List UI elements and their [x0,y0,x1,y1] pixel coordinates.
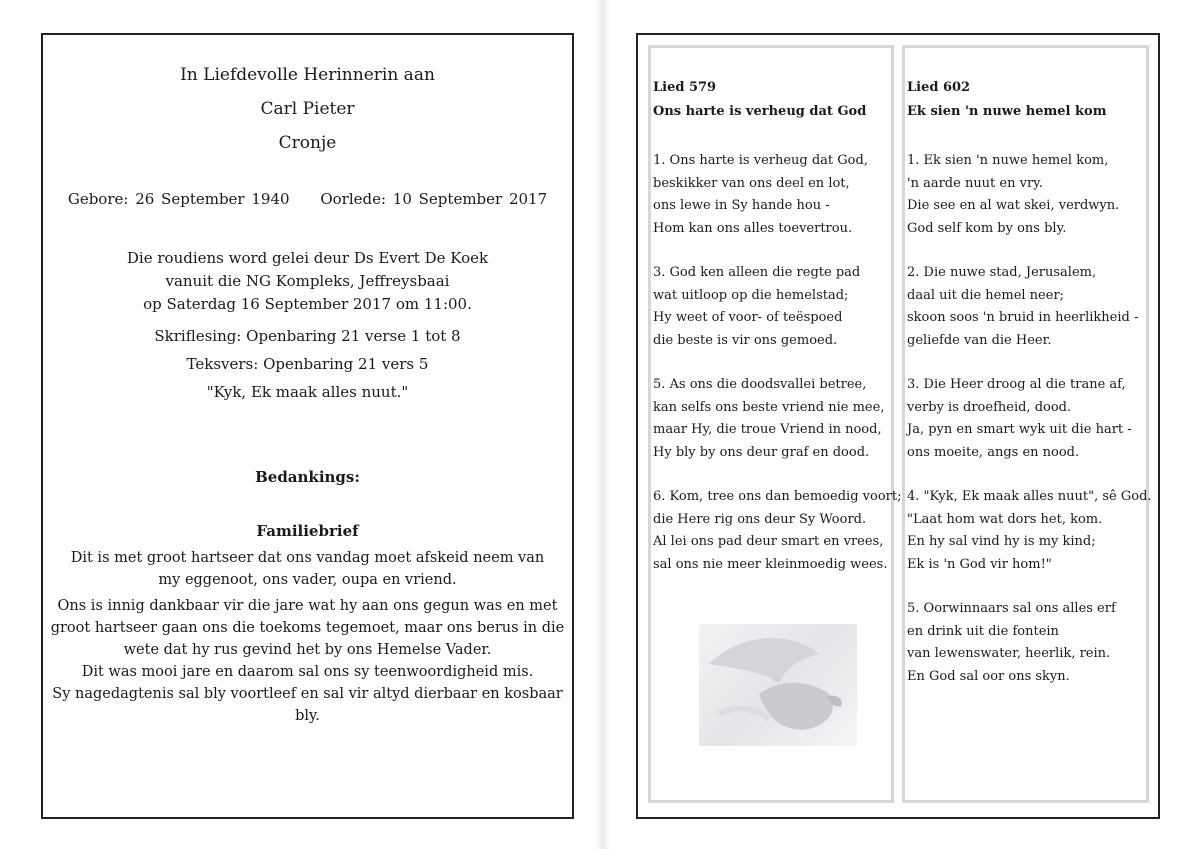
family-line: groot hartseer gaan ons die toekoms tegemoet, maar ons berus in die [50,620,565,636]
hymn-title: Ek sien 'n nuwe hemel kom [907,104,1107,119]
hymn-number: Lied 602 [907,80,971,95]
verse [907,598,1145,688]
hymn-title: Ons harte is verheug dat God [653,104,867,119]
verse-line: ons moeite, angs en nood. [907,444,1080,460]
service-line: vanuit die NG Kompleks, Jeffreysbaai [165,272,450,290]
verse-line: En hy sal vind hy is my kind; [907,534,1096,549]
verse-line: 3. Die Heer droog al die trane af, [907,377,1126,392]
verse-line: Al lei ons pad deur smart en vrees, [653,534,884,549]
birth-date: Gebore: 26 September 1940 [67,190,290,208]
verse-line: skoon soos 'n bruid in heerlikheid - [907,310,1139,325]
verse-line: ons lewe in Sy hande hou - [653,198,830,213]
memorial-heading: In Liefdevolle Herinnerin aan [180,65,435,85]
verse-line: 2. Die nuwe stad, Jerusalem, [907,265,1097,280]
verse [653,262,891,352]
dove-image [699,624,857,746]
family-line: my eggenoot, ons vader, oupa en vriend. [158,572,457,588]
family-line: Sy nagedagtenis sal bly voortleef en sal vir altyd dierbaar en kosbaar bly. [52,686,563,724]
verse-line: 5. As ons die doodsvallei betree, [653,377,867,392]
death-date: Oorlede: 10 September 2017 [320,190,548,208]
scripture-reading: Skriflesing: Openbaring 21 verse 1 tot 8 [154,327,461,345]
verse-line: 6. Kom, tree ons dan bemoedig voort; [653,489,902,504]
verse-line: van lewenswater, heerlik, rein. [907,646,1111,661]
family-line: Dit is met groot hartseer dat ons vandag moet afskeid neem van [70,550,545,566]
memorial-page-left [41,33,574,819]
verse-line: en drink uit die fontein [907,623,1059,639]
hymn-column-602 [902,45,1152,803]
verse-line: "Laat hom wat dors het, kom. [907,511,1103,527]
deceased-first-names: Carl Pieter [260,99,355,119]
verse-line: 'n aarde nuut en vry. [907,175,1043,191]
hymn-verses [653,150,902,598]
deceased-surname: Cronje [278,133,337,153]
family-line: Ons is innig dankbaar vir die jare wat hy aan ons gegun was en met [57,598,558,614]
family-letter [47,547,568,727]
family-line: Dit was mooi jare en daarom sal ons sy teenwoordigheid mis. [81,664,534,680]
verse-line: verby is droefheid, dood. [907,399,1072,415]
verse-line: Ja, pyn en smart wyk uit die hart - [907,422,1132,437]
verse-line: geliefde van die Heer. [907,332,1052,348]
verse-line: sal ons nie meer kleinmoedig wees. [653,556,888,572]
page-fold [596,0,610,849]
life-dates [43,190,572,208]
verse-line: Die see en al wat skei, verdwyn. [907,198,1120,213]
verse-line: die Here rig ons deur Sy Woord. [653,511,867,527]
verse [653,150,891,240]
verse-line: 1. Ons harte is verheug dat God, [653,153,868,168]
family-line: wete dat hy rus gevind het by ons Hemelse Vader. [123,642,492,658]
text-verse: Teksvers: Openbaring 21 vers 5 [186,355,429,373]
verse-line: 3. God ken alleen die regte pad [653,265,861,280]
verse [653,486,902,576]
verse-line: 4. "Kyk, Ek maak alles nuut", sê God. [907,489,1152,504]
verse-line: die beste is vir ons gemoed. [653,332,838,348]
verse-line: daal uit die hemel neer; [907,287,1065,303]
verse-line: kan selfs ons beste vriend nie mee, [653,399,885,415]
verse [907,150,1145,240]
text-verse-quote: "Kyk, Ek maak alles nuut." [206,383,409,401]
verse-line: 5. Oorwinnaars sal ons alles erf [907,601,1116,616]
family-letter-heading: Familiebrief [256,522,359,540]
thanks-heading: Bedankings: [255,468,360,486]
verse-line: maar Hy, die troue Vriend in nood, [653,422,882,437]
verse-line: Hy bly by ons deur graf en dood. [653,444,870,460]
service-details [43,247,572,316]
scripture-details [43,322,572,406]
verse [907,374,1145,464]
verse-line: Hom kan ons alles toevertrou. [653,220,853,236]
hymn-verses [907,150,1152,710]
hymn-number: Lied 579 [653,80,717,95]
service-line: op Saterdag 16 September 2017 om 11:00. [143,295,472,313]
dove-icon [699,624,857,746]
verse-line: wat uitloop op die hemelstad; [653,287,849,303]
verse [653,374,891,464]
hymns-page-right [636,33,1160,819]
verse-line: God self kom by ons bly. [907,220,1067,236]
verse-line: beskikker van ons deel en lot, [653,175,850,191]
hymn-column-579 [648,45,902,803]
service-line: Die roudiens word gelei deur Ds Evert De Koek [126,249,489,267]
verse [907,486,1152,576]
verse-line: Ek is 'n God vir hom!" [907,556,1052,572]
verse-line: 1. Ek sien 'n nuwe hemel kom, [907,153,1109,168]
verse-line: Hy weet of voor- of teëspoed [653,310,843,325]
verse [907,262,1145,352]
verse-line: En God sal oor ons skyn. [907,668,1070,684]
